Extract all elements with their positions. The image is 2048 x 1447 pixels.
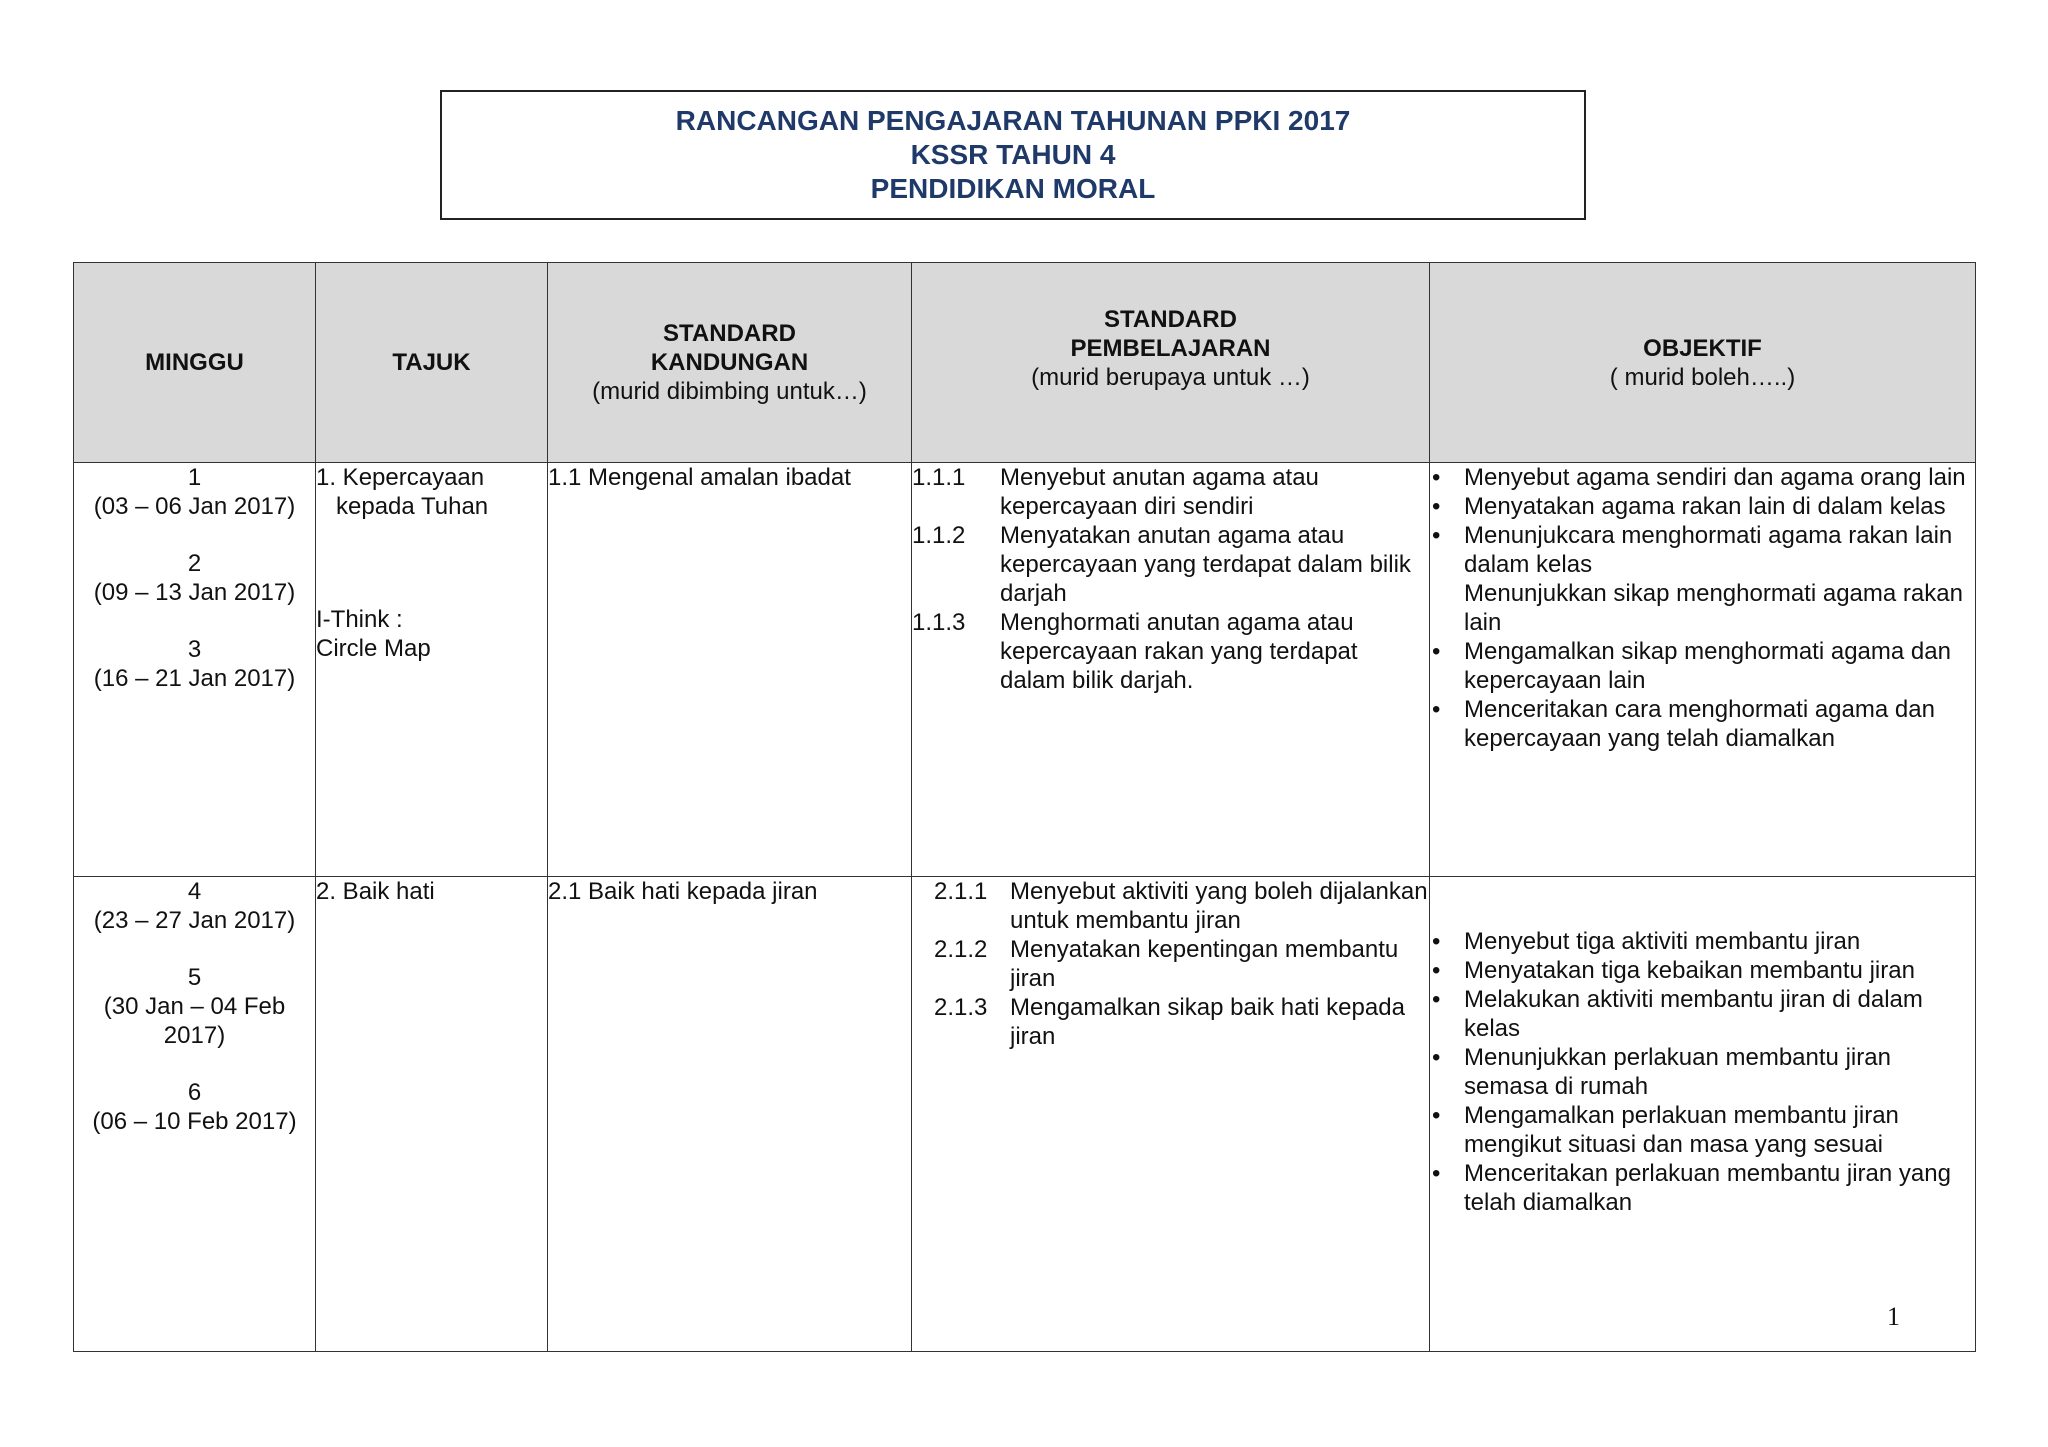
header-minggu-label: MINGGU xyxy=(145,349,244,376)
objective-item: Menunjukkan sikap menghormati agama rakan lain xyxy=(1464,580,1963,636)
table-row xyxy=(74,463,1976,877)
learning-code: 1.1.2 xyxy=(912,522,966,549)
objektif-cell xyxy=(1430,463,1976,877)
week-entry xyxy=(74,635,315,693)
objektif-cell xyxy=(1430,877,1976,1352)
learning-item xyxy=(934,935,1429,993)
learning-item xyxy=(912,608,1429,695)
objective-item: • Menceritakan cara menghormati agama dan kepercayaan yang telah diamalkan xyxy=(1430,695,1975,753)
standard-kandungan-cell xyxy=(548,877,912,1352)
objective-item: • Melakukan aktiviti membantu jiran di dalam kelas xyxy=(1430,985,1975,1043)
standard-text: 1.1 Mengenal amalan ibadat xyxy=(548,464,851,491)
topic-cell xyxy=(316,463,548,877)
week-number: 1 xyxy=(187,464,202,491)
learning-item xyxy=(934,877,1429,935)
learning-code: 1.1.1 xyxy=(912,464,966,491)
header-tajuk xyxy=(316,263,548,463)
objective-list xyxy=(1430,463,1975,753)
learning-code: 1.1.3 xyxy=(912,609,966,636)
week-dates: (23 – 27 Jan 2017) xyxy=(93,907,296,934)
week-dates: (03 – 06 Jan 2017) xyxy=(93,493,296,520)
learning-text: Menghormati anutan agama atau kepercayaan rakan yang terdapat dalam bilik darjah. xyxy=(1000,609,1358,694)
title-line-3: PENDIDIKAN MORAL xyxy=(870,173,1156,204)
learning-text: Menyatakan anutan agama atau kepercayaan yang terdapat dalam bilik darjah xyxy=(1000,522,1411,607)
standard-pembelajaran-cell xyxy=(912,877,1430,1352)
header-standard-kandungan xyxy=(548,263,912,463)
standard-pembelajaran-cell xyxy=(912,463,1430,877)
week-dates: (30 Jan – 04 Feb 2017) xyxy=(103,993,286,1049)
header-sp-subtitle: (murid berupaya untuk …) xyxy=(1031,364,1310,391)
week-number: 6 xyxy=(187,1079,202,1106)
title-line-2: KSSR TAHUN 4 xyxy=(910,139,1116,170)
topic-ithink: I-Think : Circle Map xyxy=(316,606,431,662)
document-title-box xyxy=(440,90,1586,220)
table-header-row xyxy=(74,263,1976,463)
week-entry xyxy=(74,1078,315,1136)
header-tajuk-label: TAJUK xyxy=(392,349,471,376)
header-sk-line2: KANDUNGAN xyxy=(650,349,809,376)
learning-text: Menyebut aktiviti yang boleh dijalankan untuk membantu jiran xyxy=(1010,878,1428,934)
objective-item: • Menyatakan agama rakan lain di dalam kelas xyxy=(1430,492,1975,521)
learning-code: 2.1.2 xyxy=(934,936,988,963)
objective-item: • Mengamalkan sikap menghormati agama dan kepercayaan lain xyxy=(1430,637,1975,695)
week-number: 3 xyxy=(187,636,202,663)
objective-item: • Menyatakan tiga kebaikan membantu jiran xyxy=(1430,956,1975,985)
week-dates: (16 – 21 Jan 2017) xyxy=(93,665,296,692)
objective-item: • Menceritakan perlakuan membantu jiran yang telah diamalkan xyxy=(1430,1159,1975,1217)
objective-list xyxy=(1430,927,1975,1217)
lesson-plan-table xyxy=(73,262,1976,1352)
header-standard-pembelajaran xyxy=(912,263,1430,463)
objective-item: • Menunjukcara menghormati agama rakan lain dalam kelas xyxy=(1430,521,1975,579)
week-number: 2 xyxy=(187,550,202,577)
topic-title: 1. Kepercayaan kepada Tuhan xyxy=(316,464,489,520)
header-minggu xyxy=(74,263,316,463)
header-obj-line1: OBJEKTIF xyxy=(1643,334,1762,362)
header-obj-subtitle: ( murid boleh…..) xyxy=(1609,363,1796,391)
standard-kandungan-cell xyxy=(548,463,912,877)
week-entry xyxy=(74,549,315,607)
week-cell xyxy=(74,877,316,1352)
table-row xyxy=(74,877,1976,1352)
learning-text: Menyatakan kepentingan membantu jiran xyxy=(1010,936,1399,992)
week-entry xyxy=(74,877,315,935)
objective-item: • Mengamalkan perlakuan membantu jiran mengikut situasi dan masa yang sesuai xyxy=(1430,1101,1975,1159)
learning-item xyxy=(912,521,1429,608)
title-line-1: RANCANGAN PENGAJARAN TAHUNAN PPKI 2017 xyxy=(675,105,1351,136)
objective-item: • Menyebut tiga aktiviti membantu jiran xyxy=(1430,927,1975,956)
week-dates: (06 – 10 Feb 2017) xyxy=(92,1108,297,1135)
objective-item: • Menunjukkan perlakuan membantu jiran semasa di rumah xyxy=(1430,1043,1975,1101)
week-cell xyxy=(74,463,316,877)
week-number: 4 xyxy=(187,878,202,905)
week-number: 5 xyxy=(187,964,202,991)
topic-cell xyxy=(316,877,548,1352)
learning-code: 2.1.1 xyxy=(934,878,988,905)
learning-item xyxy=(912,463,1429,521)
header-sk-line1: STANDARD xyxy=(663,320,796,347)
header-sp-line1: STANDARD xyxy=(1104,306,1237,333)
header-sp-line2: PEMBELAJARAN xyxy=(1070,335,1271,362)
week-dates: (09 – 13 Jan 2017) xyxy=(93,579,296,606)
week-entry xyxy=(74,463,315,521)
learning-text: Mengamalkan sikap baik hati kepada jiran xyxy=(1010,994,1405,1050)
objective-item: • Menyebut agama sendiri dan agama orang lain xyxy=(1430,463,1975,492)
learning-item xyxy=(934,993,1429,1051)
standard-text: 2.1 Baik hati kepada jiran xyxy=(548,878,818,905)
week-entry xyxy=(74,963,315,1050)
header-sk-subtitle: (murid dibimbing untuk…) xyxy=(592,378,867,405)
topic-title: 2. Baik hati xyxy=(316,878,435,905)
header-objektif xyxy=(1430,263,1976,463)
learning-text: Menyebut anutan agama atau kepercayaan diri sendiri xyxy=(1000,464,1319,520)
learning-code: 2.1.3 xyxy=(934,994,988,1021)
page-number: 1 xyxy=(1887,1302,1900,1331)
